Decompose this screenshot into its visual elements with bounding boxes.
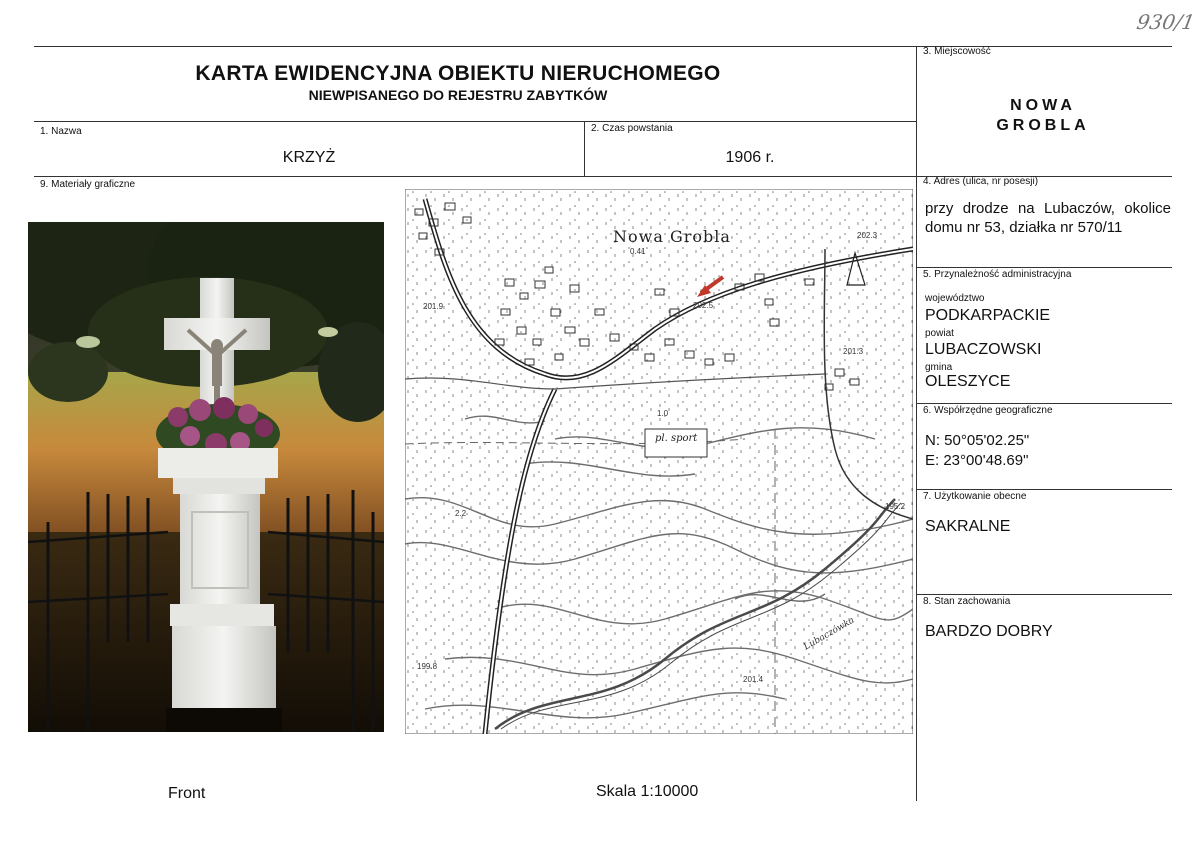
map-height-8: 201.4 (743, 675, 764, 684)
top-border (34, 46, 1172, 47)
cross-photo (28, 222, 384, 732)
commune-label: gmina (925, 362, 953, 373)
photo-caption: Front (168, 785, 206, 802)
place-line2: GROBLA (996, 117, 1090, 134)
map-height-7: 199.8 (417, 662, 438, 671)
usage-value: SAKRALNE (925, 518, 1011, 535)
admin-divider (916, 403, 1172, 404)
document-title: KARTA EWIDENCYJNA OBIEKTU NIERUCHOMEGO (195, 62, 721, 85)
page-number: 930/1 (1134, 10, 1197, 34)
condition-label: 8. Stan zachowania (923, 596, 1011, 607)
map-height-5: 201.3 (843, 347, 864, 356)
place-line1: NOWA (1010, 97, 1076, 114)
commune-value: OLESZYCE (925, 373, 1011, 390)
map-height-4: 201.9 (423, 302, 444, 311)
county-value: LUBACZOWSKI (925, 341, 1042, 358)
map-height-9: 1.0 (657, 409, 669, 418)
name-value: KRZYŻ (282, 149, 336, 166)
usage-label: 7. Użytkowanie obecne (923, 491, 1027, 502)
map-height-1: 0.41 (630, 247, 646, 256)
coords-divider (916, 489, 1172, 490)
graphics-label: 9. Materiały graficzne (40, 179, 136, 190)
condition-value: BARDZO DOBRY (925, 623, 1053, 640)
map-height-6: 195.2 (885, 502, 906, 511)
map-height-2: 202.5 (693, 301, 714, 310)
date-label: 2. Czas powstania (591, 123, 673, 134)
longitude-value: E: 23°00'48.69" (925, 452, 1029, 469)
coords-label: 6. Współrzędne geograficzne (923, 405, 1053, 416)
name-label: 1. Nazwa (40, 126, 82, 137)
header-divider (34, 121, 916, 122)
place-label: 3. Miejscowość (923, 46, 991, 57)
map-village-label: Nowa Grobla (613, 227, 731, 246)
location-map (405, 189, 913, 734)
latitude-value: N: 50°05'02.25" (925, 432, 1030, 449)
address-divider (916, 267, 1172, 268)
address-label: 4. Adres (ulica, nr posesji) (923, 176, 1039, 187)
map-height-3: 202.3 (857, 231, 878, 240)
address-value: przy drodze na Lubaczów, okolice domu nr 53, działka nr 570/11 (925, 200, 1171, 236)
map-river-label: Lubaczówka (802, 615, 857, 653)
right-column-divider (916, 46, 917, 801)
map-height-10: 2.2 (455, 509, 467, 518)
voivodeship-label: województwo (925, 293, 985, 304)
document-subtitle: NIEWPISANEGO DO REJESTRU ZABYTKÓW (308, 87, 608, 103)
date-value: 1906 r. (725, 149, 775, 166)
map-caption: Skala 1:10000 (596, 783, 699, 800)
usage-divider (916, 594, 1172, 595)
admin-label: 5. Przynależność administracyjna (923, 269, 1072, 280)
map-sport-label: pl. sport (655, 433, 698, 444)
county-label: powiat (925, 328, 954, 339)
voivodeship-value: PODKARPACKIE (925, 307, 1051, 324)
